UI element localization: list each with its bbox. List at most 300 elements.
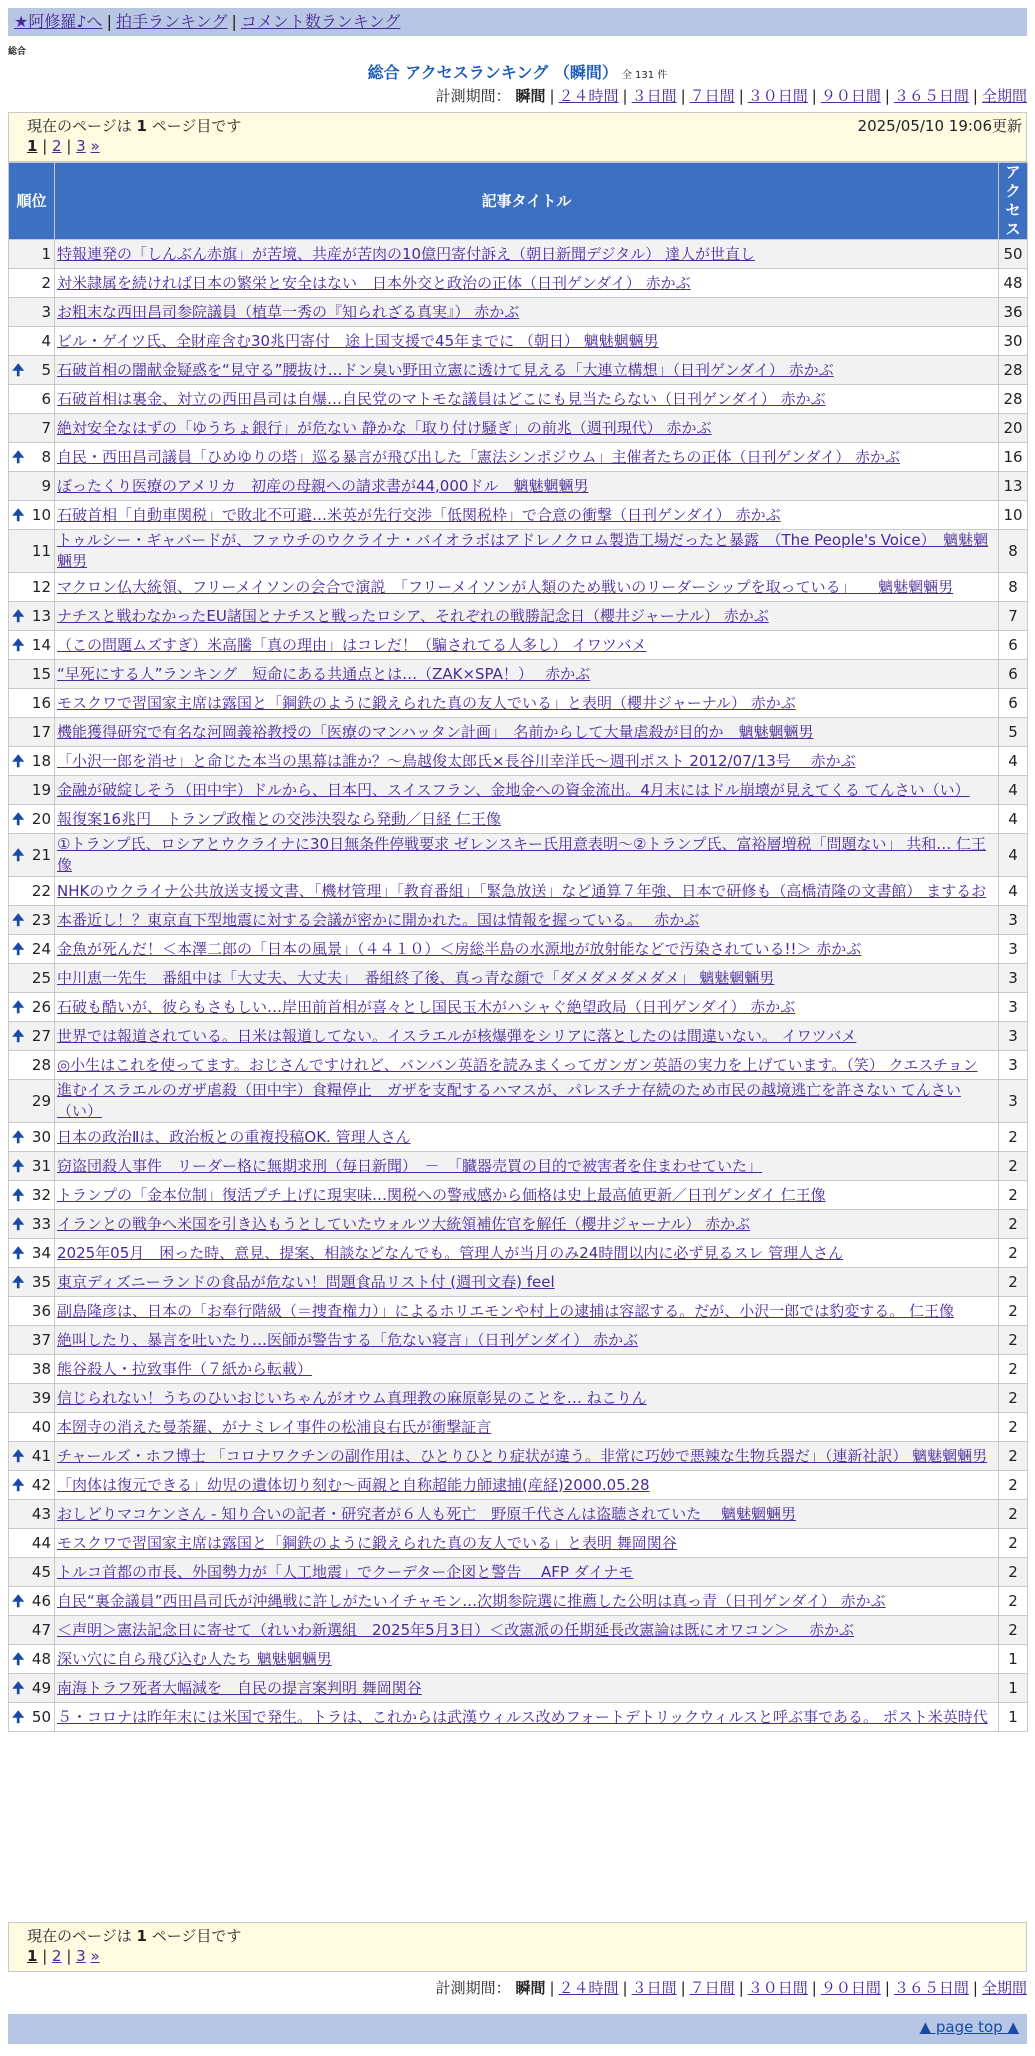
page-link-3[interactable]: 3 — [76, 137, 86, 155]
period-link-365d[interactable]: ３６５日間 — [893, 87, 969, 105]
title-cell — [55, 747, 999, 776]
period-selector-top: 計測期間： 瞬間 | ２４時間 | ３日間 | ７日間 | ３０日間 | ９０日間 | ３６５日間 | 全期間 — [435, 87, 1027, 105]
rank-cell — [9, 443, 55, 472]
rank-cell — [9, 1645, 55, 1674]
rank-number: 6 — [41, 389, 51, 408]
rank-cell — [9, 906, 55, 935]
access-count: 4 — [999, 805, 1028, 834]
article-title-link[interactable]: 「肉体は復元できる」幼児の遺体切り刻む～両親と自称超能力師逮捕(産経)2000.05.28 — [57, 1475, 650, 1494]
page-next-link-bottom[interactable]: » — [90, 1947, 100, 1965]
access-count: 2 — [999, 1529, 1028, 1558]
rank-up-arrow-icon: 🠉 — [12, 606, 25, 625]
rank-cell — [9, 1616, 55, 1645]
period-link-24h[interactable]: ２４時間 — [558, 87, 619, 105]
access-count: 2 — [999, 1471, 1028, 1500]
rank-number: 13 — [31, 606, 51, 625]
rank-number: 44 — [31, 1533, 51, 1552]
rank-number: 8 — [41, 447, 51, 466]
table-row — [9, 834, 1028, 877]
rank-number: 11 — [31, 541, 51, 560]
rank-up-arrow-icon: 🠉 — [12, 1243, 25, 1262]
rank-cell — [9, 1558, 55, 1587]
period-selector-bottom: 計測期間： 瞬間 | ２４時間 | ３日間 | ７日間 | ３０日間 | ９０日間 | ３６５日間 | 全期間 — [435, 1979, 1027, 1997]
rank-up-arrow-icon: 🠉 — [12, 997, 25, 1016]
page-link-2-bottom[interactable]: 2 — [52, 1947, 62, 1965]
title-cell — [55, 993, 999, 1022]
page-title-text: 総合 アクセスランキング （瞬間） — [367, 63, 618, 82]
rank-cell — [9, 1210, 55, 1239]
access-count: 16 — [999, 443, 1028, 472]
rank-up-arrow-icon: 🠉 — [12, 751, 25, 770]
title-cell — [55, 240, 999, 269]
table-row — [9, 1022, 1028, 1051]
table-row — [9, 298, 1028, 327]
article-title-link[interactable]: 報復案16兆円 トランプ政権との交渉決裂なら発動／日経 仁王像 — [57, 809, 501, 828]
title-cell — [55, 1674, 999, 1703]
article-title-link[interactable]: 機能獲得研究で有名な河岡義裕教授の「医療のマンハッタン計画」 名前からして大量虐殺が目的か 魑魅魍魎男 — [57, 722, 814, 741]
rank-number: 36 — [31, 1301, 51, 1320]
title-cell — [55, 805, 999, 834]
period-link-all-bottom[interactable]: 全期間 — [981, 1979, 1027, 1997]
table-row — [9, 501, 1028, 530]
article-title-link[interactable]: 世界では報道されている。日米は報道してない。イスラエルが核爆弾をシリアに落としたのは間違いない。 イワツバメ — [57, 1026, 857, 1045]
table-row — [9, 240, 1028, 269]
table-row — [9, 356, 1028, 385]
access-count: 6 — [999, 689, 1028, 718]
article-title-link[interactable]: マクロン仏大統領、フリーメイソンの会合で演説 「フリーメイソンが人類のため戦いのリーダーシップを取っている」 魑魅魍魎男 — [57, 577, 954, 596]
table-row — [9, 1645, 1028, 1674]
title-cell — [55, 1022, 999, 1051]
title-cell — [55, 689, 999, 718]
access-count: 1 — [999, 1645, 1028, 1674]
article-title-link[interactable]: （この問題ムズすぎ）米高騰「真の理由」はコレだ！（騙されてる人多し） イワツバメ — [57, 635, 647, 654]
access-count: 30 — [999, 327, 1028, 356]
title-cell — [55, 602, 999, 631]
rank-number: 48 — [31, 1649, 51, 1668]
access-count: 2 — [999, 1558, 1028, 1587]
access-count: 50 — [999, 240, 1028, 269]
table-row — [9, 327, 1028, 356]
table-row — [9, 1674, 1028, 1703]
table-row — [9, 414, 1028, 443]
access-count: 4 — [999, 776, 1028, 805]
table-row — [9, 631, 1028, 660]
access-count: 28 — [999, 356, 1028, 385]
access-count: 2 — [999, 1500, 1028, 1529]
section-label: 総合 — [8, 47, 27, 57]
access-count: 13 — [999, 472, 1028, 501]
table-row — [9, 1268, 1028, 1297]
table-row — [9, 472, 1028, 501]
rank-number: 1 — [41, 244, 51, 263]
article-title-link[interactable]: おしどりマコケンさん - 知り合いの記者・研究者が６人も死亡 野原千代さんは盗聴されていた 魑魅魍魎男 — [57, 1504, 796, 1523]
access-count: 3 — [999, 1022, 1028, 1051]
access-count: 2 — [999, 1297, 1028, 1326]
title-cell — [55, 877, 999, 906]
rank-cell — [9, 602, 55, 631]
title-cell — [55, 776, 999, 805]
table-row — [9, 1326, 1028, 1355]
title-cell — [55, 1181, 999, 1210]
page-link-1-bottom[interactable]: 1 — [27, 1947, 38, 1965]
access-count: 5 — [999, 718, 1028, 747]
title-cell — [55, 385, 999, 414]
access-count: 3 — [999, 993, 1028, 1022]
article-title-link[interactable]: ◎小生はこれを使ってます。おじさんですけれど、バンバン英語を読みまくってガンガン英語の実力を上げています。（笑） クエスチョン — [57, 1055, 978, 1074]
article-title-link[interactable]: お粗末な西田昌司参院議員（植草一秀の『知られざる真実』） 赤かぶ — [57, 302, 520, 321]
article-title-link[interactable]: 進むイスラエルのガザ虐殺（田中宇）食糧停止 ガザを支配するハマスが、パレスチナ存続のため市民の越境逃亡を許さない てんさい（い） — [57, 1081, 961, 1120]
table-row — [9, 385, 1028, 414]
rank-number: 32 — [31, 1185, 51, 1204]
rank-number: 22 — [31, 881, 51, 900]
period-link-30d-bottom[interactable]: ３０日間 — [747, 1979, 808, 1997]
title-cell — [55, 1587, 999, 1616]
article-title-link[interactable]: ５・コロナは昨年末には米国で発生。トラは、これからは武漢ウィルス改めフォートデトリックウィルスと呼ぶ事である。 ポスト米英時代 — [57, 1707, 988, 1726]
period-link-7d[interactable]: ７日間 — [689, 87, 735, 105]
rank-number: 9 — [41, 476, 51, 495]
rank-cell — [9, 1297, 55, 1326]
rank-up-arrow-icon: 🠉 — [12, 845, 25, 864]
rank-cell — [9, 964, 55, 993]
rank-up-arrow-icon: 🠉 — [12, 1475, 25, 1494]
rank-cell — [9, 1022, 55, 1051]
access-count: 2 — [999, 1616, 1028, 1645]
access-count: 2 — [999, 1384, 1028, 1413]
title-cell — [55, 1268, 999, 1297]
rank-number: 7 — [41, 418, 51, 437]
rank-number: 17 — [31, 722, 51, 741]
access-count: 2 — [999, 1210, 1028, 1239]
access-count: 7 — [999, 602, 1028, 631]
rank-cell — [9, 1181, 55, 1210]
rank-cell — [9, 1326, 55, 1355]
table-row — [9, 877, 1028, 906]
article-title-link[interactable]: モスクワで習国家主席は露国と「鋼鉄のように鍛えられた真の友人でいる」と表明 舞岡関谷 — [57, 1533, 677, 1552]
article-title-link[interactable]: 石破も酷いが、彼らもさもしい…岸田前首相が喜々とし国民玉木がハシャぐ絶望政局（日刊ゲンダイ） 赤かぶ — [57, 997, 796, 1016]
title-cell — [55, 1080, 999, 1123]
clap-ranking-link[interactable]: 拍手ランキング — [115, 12, 228, 31]
total-count: 全 131 件 — [621, 70, 668, 81]
period-link-90d-bottom[interactable]: ９０日間 — [820, 1979, 881, 1997]
top-nav-bar: ★阿修羅♪へ | 拍手ランキング | コメント数ランキング — [8, 8, 1027, 36]
table-header-row — [9, 163, 1028, 240]
title-cell — [55, 1413, 999, 1442]
article-title-link[interactable]: 自民・西田昌司議員「ひめゆりの塔」巡る暴言が飛び出した「憲法シンポジウム」主催者たちの正体（日刊ゲンダイ） 赤かぶ — [57, 447, 901, 466]
title-cell — [55, 1239, 999, 1268]
access-count: 2 — [999, 1181, 1028, 1210]
rank-number: 31 — [31, 1156, 51, 1175]
article-title-link[interactable]: 日本の政治Ⅱは、政治板との重複投稿OK. 管理人さん — [57, 1127, 411, 1146]
page-next-link[interactable]: » — [90, 137, 100, 155]
pager-pre-text: 現在のページは — [27, 117, 132, 135]
table-row — [9, 805, 1028, 834]
rank-cell — [9, 269, 55, 298]
title-cell — [55, 1529, 999, 1558]
title-cell — [55, 573, 999, 602]
pager-current-page-bottom: 1 — [136, 1927, 147, 1945]
article-title-link[interactable]: 副島隆彦は、日本の「お奉行階級（＝捜査権力）」によるホリエモンや村上の逮捕は容認する。だが、小沢一郎では豹変する。 仁王像 — [57, 1301, 954, 1320]
period-link-30d[interactable]: ３０日間 — [747, 87, 808, 105]
rank-number: 43 — [31, 1504, 51, 1523]
article-title-link[interactable]: 本番近し！？東京直下型地震に対する会議が密かに開かれた。国は情報を握っている。 赤かぶ — [57, 910, 700, 929]
article-title-link[interactable]: 絶対安全なはずの「ゆうちょ銀行」が危ない 静かな「取り付け騒ぎ」の前兆（週刊現代） 赤かぶ — [57, 418, 712, 437]
rank-cell — [9, 530, 55, 573]
rank-up-arrow-icon: 🠉 — [12, 1185, 25, 1204]
title-cell — [55, 269, 999, 298]
rank-number: 2 — [41, 273, 51, 292]
rank-number: 3 — [41, 302, 51, 321]
article-title-link[interactable]: トルコ首都の市長、外国勢力が「人工地震」でクーデター企図と警告 AFP ダイナモ — [57, 1562, 634, 1581]
rank-cell — [9, 805, 55, 834]
rank-number: 42 — [31, 1475, 51, 1494]
rank-number: 12 — [31, 577, 51, 596]
title-cell — [55, 1210, 999, 1239]
article-title-link[interactable]: 自民“裏金議員”西田昌司氏が沖縄戦に許しがたいイチャモン…次期参院選に推薦した公明は真っ青（日刊ゲンダイ） 赤かぶ — [57, 1591, 886, 1610]
title-cell — [55, 1558, 999, 1587]
rank-number: 50 — [31, 1707, 51, 1726]
rank-up-arrow-icon: 🠉 — [12, 1649, 25, 1668]
rank-cell — [9, 573, 55, 602]
rank-cell — [9, 747, 55, 776]
rank-cell — [9, 1384, 55, 1413]
period-current-bottom: 瞬間 — [515, 1979, 546, 1997]
access-count: 3 — [999, 964, 1028, 993]
access-count: 2 — [999, 1442, 1028, 1471]
title-cell — [55, 1645, 999, 1674]
access-count: 3 — [999, 935, 1028, 964]
access-count: 2 — [999, 1268, 1028, 1297]
period-link-365d-bottom[interactable]: ３６５日間 — [893, 1979, 969, 1997]
home-link[interactable]: ★阿修羅♪へ — [14, 12, 103, 31]
article-title-link[interactable]: 絶叫したり、暴言を吐いたり…医師が警告する「危ない寝言」（日刊ゲンダイ） 赤かぶ — [57, 1330, 639, 1349]
rank-number: 10 — [31, 505, 51, 524]
title-cell — [55, 298, 999, 327]
article-title-link[interactable]: ビル・ゲイツ氏、全財産含む30兆円寄付 途上国支援で45年までに （朝日） 魑魅魍魎男 — [57, 331, 659, 350]
article-title-link[interactable]: 石破首相「自動車関税」で敗北不可避…米英が先行交渉「低関税枠」で合意の衝撃（日刊ゲンダイ） 赤かぶ — [57, 505, 781, 524]
page-title — [0, 60, 1035, 83]
rank-number: 34 — [31, 1243, 51, 1262]
table-row — [9, 1210, 1028, 1239]
article-title-link[interactable]: トゥルシー・ギャバードが、ファウチのウクライナ・バイオラボはアドレノクロム製造工場だったと暴露 （The People's Voice） 魑魅魍魎男 — [57, 531, 989, 570]
rank-number: 45 — [31, 1562, 51, 1581]
table-row — [9, 1413, 1028, 1442]
table-row — [9, 776, 1028, 805]
table-row — [9, 1051, 1028, 1080]
access-count: 4 — [999, 834, 1028, 877]
rank-number: 29 — [31, 1091, 51, 1110]
period-label: 計測期間： — [435, 87, 511, 105]
rank-cell — [9, 1123, 55, 1152]
article-title-link[interactable]: 金融が破綻しそう（田中宇）ドルから、日本円、スイスフラン、金地金への資金流出。4月末にはドル崩壊が見えてくる てんさい（い） — [57, 780, 970, 799]
pager-current-page: 1 — [136, 117, 147, 135]
article-title-link[interactable]: ＜声明＞憲法記念日に寄せて（れいわ新選組 2025年5月3日）＜改憲派の任期延長改憲論は既にオワコン＞ 赤かぶ — [57, 1620, 855, 1639]
table-row — [9, 660, 1028, 689]
page-top-link[interactable]: ▲ page top ▲ — [919, 2018, 1019, 2036]
rank-cell — [9, 689, 55, 718]
rank-cell — [9, 1471, 55, 1500]
article-title-link[interactable]: 南海トラフ死者大幅減を 自民の提言案判明 舞岡関谷 — [57, 1678, 422, 1697]
table-row — [9, 269, 1028, 298]
table-row — [9, 1239, 1028, 1268]
rank-cell — [9, 1413, 55, 1442]
title-cell — [55, 1326, 999, 1355]
article-title-link[interactable]: 窃盗団殺人事件 リーダー格に無期求刑（毎日新聞） － 「臓器売買の目的で被害者を住まわせていた」 — [57, 1156, 763, 1175]
period-link-3d-bottom[interactable]: ３日間 — [631, 1979, 677, 1997]
access-count: 2 — [999, 1152, 1028, 1181]
article-title-link[interactable]: ①トランプ氏、ロシアとウクライナに30日無条件停戦要求 ゼレンスキー氏用意表明～②トランプ氏、富裕層増税「問題ない」 共和… 仁王像 — [57, 835, 987, 874]
access-count: 20 — [999, 414, 1028, 443]
rank-up-arrow-icon: 🠉 — [12, 360, 25, 379]
table-row — [9, 1181, 1028, 1210]
rank-cell — [9, 240, 55, 269]
article-title-link[interactable]: 石破首相の闇献金疑惑を“見守る”腰抜け…ドン臭い野田立憲に透けて見える「大連立構想」（日刊ゲンダイ） 赤かぶ — [57, 360, 834, 379]
title-cell — [55, 1471, 999, 1500]
rank-cell — [9, 1355, 55, 1384]
title-cell — [55, 1442, 999, 1471]
table-row — [9, 747, 1028, 776]
rank-up-arrow-icon: 🠉 — [12, 1156, 25, 1175]
period-link-all[interactable]: 全期間 — [981, 87, 1027, 105]
access-count: 3 — [999, 906, 1028, 935]
table-row — [9, 1500, 1028, 1529]
access-count: 2 — [999, 1587, 1028, 1616]
rank-number: 21 — [31, 845, 51, 864]
pager-top: 現在のページは 1 ページ目です 2025/05/10 19:06更新 1 | 2 | 3 » — [8, 112, 1027, 162]
rank-up-arrow-icon: 🠉 — [12, 1446, 25, 1465]
article-title-link[interactable]: 東京ディズニーランドの食品が危ない！問題食品リスト付 (週刊文春) feel — [57, 1272, 555, 1291]
rank-cell — [9, 660, 55, 689]
rank-cell — [9, 1442, 55, 1471]
table-row — [9, 1080, 1028, 1123]
page-link-2[interactable]: 2 — [52, 137, 62, 155]
title-cell — [55, 1703, 999, 1732]
table-row — [9, 1529, 1028, 1558]
rank-number: 24 — [31, 939, 51, 958]
access-count: 10 — [999, 501, 1028, 530]
article-title-link[interactable]: “早死にする人”ランキング 短命にある共通点とは…（ZAK×SPA！） 赤かぶ — [57, 664, 591, 683]
title-cell — [55, 660, 999, 689]
article-title-link[interactable]: 特報連発の「しんぶん赤旗」が苦境、共産が苦肉の10億円寄付訴え（朝日新聞デジタル） 達人が世直し — [57, 244, 755, 263]
updated-timestamp: 2025/05/10 19:06更新 — [857, 117, 1022, 135]
rank-number: 16 — [31, 693, 51, 712]
rank-number: 14 — [31, 635, 51, 654]
rank-number: 27 — [31, 1026, 51, 1045]
rank-number: 47 — [31, 1620, 51, 1639]
table-row — [9, 1587, 1028, 1616]
rank-number: 30 — [31, 1127, 51, 1146]
article-title-link[interactable]: イランとの戦争へ米国を引き込もうとしていたウォルツ大統領補佐官を解任（櫻井ジャーナル） 赤かぶ — [57, 1214, 751, 1233]
table-row — [9, 443, 1028, 472]
title-cell — [55, 414, 999, 443]
title-cell — [55, 1297, 999, 1326]
rank-cell — [9, 1080, 55, 1123]
rank-up-arrow-icon: 🠉 — [12, 505, 25, 524]
title-cell — [55, 443, 999, 472]
rank-number: 15 — [31, 664, 51, 683]
rank-cell — [9, 1674, 55, 1703]
title-cell — [55, 1355, 999, 1384]
title-cell — [55, 501, 999, 530]
page-link-1[interactable]: 1 — [27, 137, 38, 155]
period-link-3d[interactable]: ３日間 — [631, 87, 677, 105]
table-row — [9, 1558, 1028, 1587]
pager-post-text-bottom: ページ目です — [151, 1927, 242, 1945]
comment-ranking-link[interactable]: コメント数ランキング — [240, 12, 401, 31]
article-title-link[interactable]: 「小沢一郎を消せ」と命じた本当の黒幕は誰か？～鳥越俊太郎氏×長谷川幸洋氏～週刊ポスト 2012/07/13号 赤かぶ — [57, 751, 856, 770]
title-cell — [55, 1152, 999, 1181]
rank-number: 18 — [31, 751, 51, 770]
access-count: 2 — [999, 1326, 1028, 1355]
title-cell — [55, 1384, 999, 1413]
page-link-3-bottom[interactable]: 3 — [76, 1947, 86, 1965]
access-count: 3 — [999, 1080, 1028, 1123]
period-current: 瞬間 — [515, 87, 546, 105]
article-title-link[interactable]: 信じられない！うちのひいおじいちゃんがオウム真理教の麻原彰晃のことを… ねこりん — [57, 1388, 647, 1407]
rank-cell — [9, 1239, 55, 1268]
rank-up-arrow-icon: 🠉 — [12, 1707, 25, 1726]
table-row — [9, 1384, 1028, 1413]
access-count: 36 — [999, 298, 1028, 327]
rank-cell — [9, 356, 55, 385]
rank-cell — [9, 1529, 55, 1558]
table-row — [9, 530, 1028, 573]
rank-cell — [9, 298, 55, 327]
rank-cell — [9, 1500, 55, 1529]
table-row — [9, 993, 1028, 1022]
article-title-link[interactable]: 対米隷属を続ければ日本の繁栄と安全はない 日本外交と政治の正体（日刊ゲンダイ） 赤かぶ — [57, 273, 691, 292]
article-title-link[interactable]: チャールズ・ホフ博士 「コロナワクチンの副作用は、ひとりひとり症状が違う。非常に巧妙で悪辣な生物兵器だ」（連新社訳） 魑魅魍魎男 — [57, 1446, 988, 1465]
rank-cell — [9, 414, 55, 443]
rank-up-arrow-icon: 🠉 — [12, 1127, 25, 1146]
ranking-table — [8, 162, 1028, 1732]
article-title-link[interactable]: トランプの「金本位制」復活プチ上げに現実味…関税への警戒感から価格は史上最高値更新／日刊ゲンダイ 仁王像 — [57, 1185, 826, 1204]
title-cell — [55, 834, 999, 877]
article-title-link[interactable]: ナチスと戦わなかったEU諸国とナチスと戦ったロシア、それぞれの戦勝記念日（櫻井ジャーナル） 赤かぶ — [57, 606, 769, 625]
article-title-link[interactable]: 中川恵一先生 番組中は「大丈夫、大丈夫」 番組終了後、真っ青な顔で「ダメダメダメダメ」 魑魅魍魎男 — [57, 968, 775, 987]
access-count: 2 — [999, 1239, 1028, 1268]
article-title-link[interactable]: 2025年05月 困った時、意見、提案、相談などなんでも。管理人が当月のみ24時間以内に必ず見るスレ 管理人さん — [57, 1243, 844, 1262]
rank-number: 33 — [31, 1214, 51, 1233]
rank-number: 46 — [31, 1591, 51, 1610]
article-title-link[interactable]: ぼったくり医療のアメリカ 初産の母親への請求書が44,000ドル 魑魅魍魎男 — [57, 476, 589, 495]
access-count: 6 — [999, 631, 1028, 660]
title-cell — [55, 327, 999, 356]
period-link-24h-bottom[interactable]: ２４時間 — [558, 1979, 619, 1997]
rank-number: 35 — [31, 1272, 51, 1291]
period-label-bottom: 計測期間： — [435, 1979, 511, 1997]
article-title-link[interactable]: 本圀寺の消えた曼荼羅、がナミレイ事件の松浦良右氏が衝撃証言 — [57, 1417, 492, 1436]
table-row — [9, 1471, 1028, 1500]
article-title-link[interactable]: 深い穴に自ら飛び込む人たち 魑魅魍魎男 — [57, 1649, 332, 1668]
article-title-link[interactable]: 金魚が死んだ！＜本澤二郎の「日本の風景」（４４１０）＜房総半島の水源地が放射能などで汚染されている!!＞ 赤かぶ — [57, 939, 862, 958]
col-header-title: 記事タイトル — [55, 163, 999, 240]
rank-cell — [9, 631, 55, 660]
period-link-90d[interactable]: ９０日間 — [820, 87, 881, 105]
article-title-link[interactable]: 熊谷殺人・拉致事件（７紙から転載） — [57, 1359, 313, 1378]
rank-cell — [9, 501, 55, 530]
title-cell — [55, 964, 999, 993]
article-title-link[interactable]: モスクワで習国家主席は露国と「鋼鉄のように鍛えられた真の友人でいる」と表明（櫻井ジャーナル） 赤かぶ — [57, 693, 796, 712]
rank-cell — [9, 1587, 55, 1616]
article-title-link[interactable]: 石破首相は裏金、対立の西田昌司は自爆…自民党のマトモな議員はどこにも見当たらない（日刊ゲンダイ） 赤かぶ — [57, 389, 826, 408]
access-count: 8 — [999, 530, 1028, 573]
rank-cell — [9, 327, 55, 356]
access-count: 3 — [999, 1051, 1028, 1080]
period-link-7d-bottom[interactable]: ７日間 — [689, 1979, 735, 1997]
article-title-link[interactable]: NHKのウクライナ公共放送支援文書、「機材管理」「教育番組」「緊急放送」など通算７年強、日本で研修も（高橋清隆の文書館） まするお — [57, 881, 987, 900]
table-row — [9, 906, 1028, 935]
rank-number: 25 — [31, 968, 51, 987]
